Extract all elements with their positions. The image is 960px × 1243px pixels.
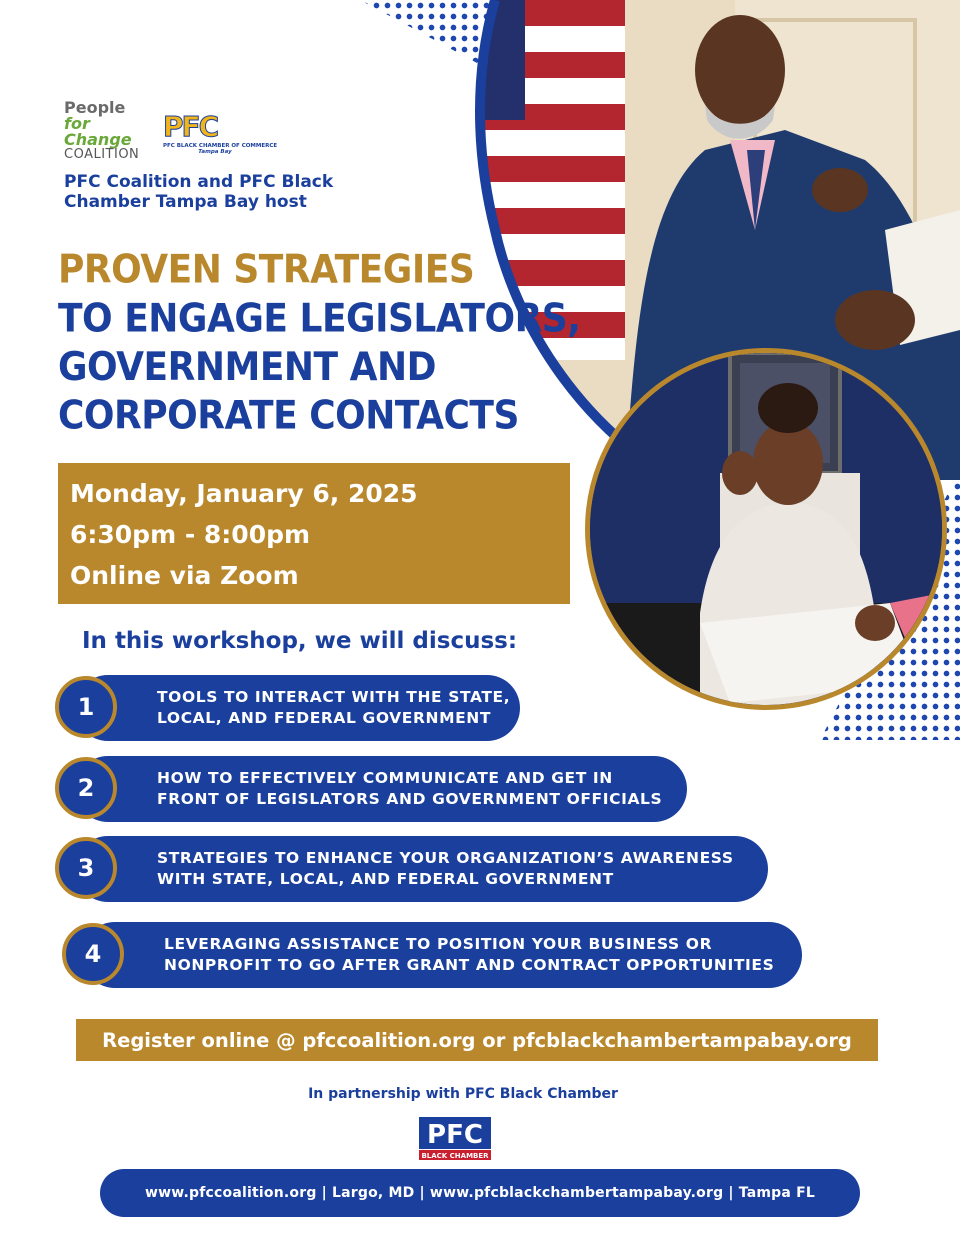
host-text	[64, 172, 384, 212]
headline	[58, 246, 588, 440]
discussion-item-2	[55, 756, 695, 822]
headline-line2: TO ENGAGE LEGISLATORS,	[58, 296, 581, 342]
circle-photo	[585, 348, 947, 710]
item-4-line1: LEVERAGING ASSISTANCE TO POSITION YOUR BUSINESS OR	[164, 935, 713, 953]
host-line1: PFC Coalition and PFC Black	[64, 172, 334, 192]
item-pill-1	[75, 675, 520, 741]
item-number-1: 1	[55, 676, 117, 738]
item-1-line1: TOOLS TO INTERACT WITH THE STATE,	[157, 688, 511, 706]
pfc-badge-graphic	[419, 1117, 491, 1161]
woman-reading-photo	[590, 353, 942, 705]
item-3-line1: STRATEGIES TO ENHANCE YOUR ORGANIZATION’S AWARENESS	[157, 849, 734, 867]
item-4-line2: NONPROFIT TO GO AFTER GRANT AND CONTRACT OPPORTUNITIES	[164, 956, 775, 974]
discussion-item-3	[55, 836, 770, 902]
item-number-2: 2	[55, 757, 117, 819]
item-number-4: 4	[62, 923, 124, 985]
logo-pfc-mark: PFC	[163, 110, 218, 143]
footer-bar[interactable]: www.pfccoalition.org | Largo, MD | www.pfcblackchambertampabay.org | Tampa FL	[100, 1169, 860, 1217]
badge-mark: PFC	[427, 1120, 483, 1150]
event-date: Monday, January 6, 2025	[70, 479, 418, 508]
headline-line3: GOVERNMENT AND	[58, 345, 436, 390]
item-2-line2: FRONT OF LEGISLATORS AND GOVERNMENT OFFICIALS	[157, 790, 663, 808]
headline-line1: PROVEN STRATEGIES	[58, 248, 475, 293]
pfc-black-chamber-logo	[419, 1117, 491, 1161]
host-line2: Chamber Tampa Bay host	[64, 192, 307, 212]
discussion-item-1	[55, 675, 525, 741]
item-pill-3	[75, 836, 768, 902]
event-time: 6:30pm - 8:00pm	[70, 520, 311, 549]
register-banner[interactable]: Register online @ pfccoalition.org or pfcblackchambertampabay.org	[76, 1019, 878, 1061]
event-details-box	[58, 463, 570, 604]
discuss-heading: In this workshop, we will discuss:	[82, 628, 518, 654]
partner-text: In partnership with PFC Black Chamber	[308, 1086, 618, 1102]
item-2-line1: HOW TO EFFECTIVELY COMMUNICATE AND GET IN	[157, 769, 613, 787]
logo-people-line1: People	[64, 98, 126, 117]
pfc-tampa-bay-logo	[163, 110, 278, 160]
people-for-change-logo	[64, 100, 154, 160]
logo-pfc-sub2: Tampa Bay	[198, 149, 232, 155]
logo-people-line3: COALITION	[64, 147, 140, 162]
item-1-line2: LOCAL, AND FEDERAL GOVERNMENT	[157, 709, 492, 727]
item-pill-4	[82, 922, 802, 988]
item-number-3: 3	[55, 837, 117, 899]
item-3-line2: WITH STATE, LOCAL, AND FEDERAL GOVERNMENT	[157, 870, 614, 888]
logo-people-line2: for Change	[64, 114, 132, 149]
logo-pfc-sub1: PFC BLACK CHAMBER OF COMMERCE	[163, 143, 278, 149]
item-pill-2	[75, 756, 687, 822]
headline-line4: CORPORATE CONTACTS	[58, 393, 519, 439]
discussion-item-4	[62, 922, 807, 988]
event-location: Online via Zoom	[70, 561, 299, 590]
badge-sub: BLACK CHAMBER	[421, 1152, 489, 1160]
